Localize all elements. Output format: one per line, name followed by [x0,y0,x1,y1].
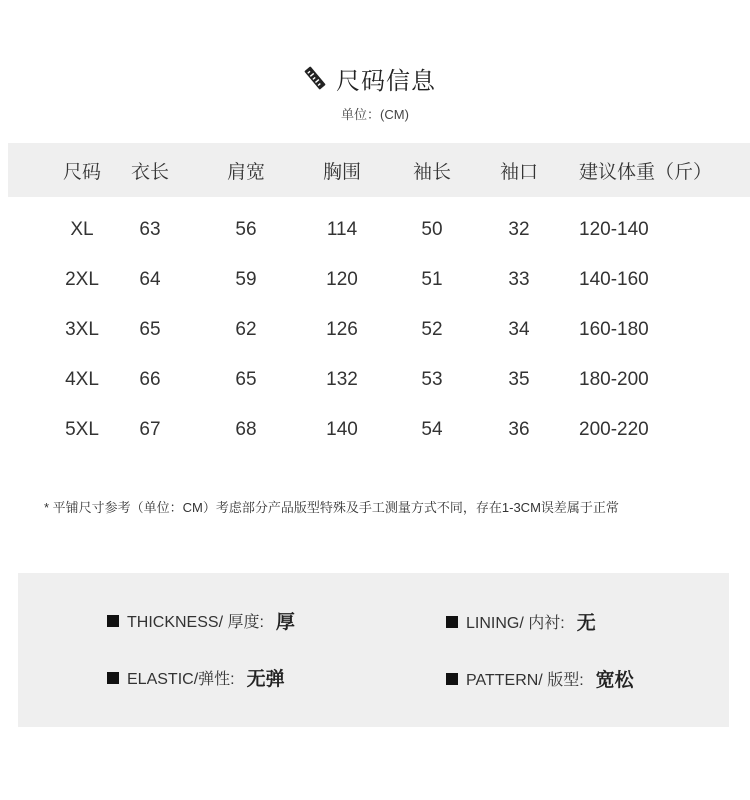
spec-label: PATTERN/ 版型: [466,672,584,689]
table-cell: 65 [235,369,257,390]
size-table [8,143,750,455]
spec-pattern [446,665,634,692]
spec-value: 无弹 [246,669,285,690]
table-cell: 5XL [65,419,99,440]
table-cell: 56 [235,219,257,240]
table-cell: 52 [421,319,443,340]
table-body [8,197,750,455]
table-row [8,255,750,305]
ruler-icon [302,65,328,91]
square-bullet-icon [107,615,119,627]
page-title: 尺码信息 [336,67,436,95]
header-cell: 胸围 [322,161,361,183]
title-bar [0,60,750,96]
table-cell: 59 [235,269,257,290]
table-cell: 33 [508,269,530,290]
table-cell: 114 [326,219,358,240]
table-cell: 140 [326,419,358,440]
spec-label: LINING/ 内衬: [466,615,565,632]
table-cell: 120 [326,269,358,290]
spec-lining [446,608,596,635]
table-cell: 35 [508,369,530,390]
table-cell: 132 [326,369,358,390]
table-row [8,305,750,355]
table-cell: 126 [326,319,358,340]
table-row [8,355,750,405]
table-cell: 140-160 [579,269,649,290]
table-cell: 120-140 [579,219,649,240]
header-cell: 尺码 [62,161,101,183]
table-cell: 50 [421,219,443,240]
spec-panel [18,573,729,727]
table-cell: 65 [139,319,161,340]
header-cell: 袖口 [499,161,538,183]
table-cell: 53 [421,369,443,390]
unit-label: 单位：(CM) [341,107,409,122]
spec-value: 厚 [275,612,295,633]
table-row [8,205,750,255]
spec-value: 宽松 [595,670,634,691]
square-bullet-icon [446,673,458,685]
header-cell: 袖长 [412,161,451,183]
table-cell: 4XL [65,369,99,390]
table-cell: 36 [508,419,530,440]
table-cell: 32 [508,219,530,240]
spec-label: ELASTIC/弹性: [127,671,235,688]
table-cell: 51 [421,269,443,290]
spec-value: 无 [576,613,596,634]
table-cell: 62 [235,319,257,340]
header-cell: 肩宽 [226,161,265,183]
table-cell: 64 [139,269,161,290]
table-cell: 160-180 [579,319,649,340]
spec-thickness [107,607,295,634]
table-cell: 180-200 [579,369,649,390]
spec-label: THICKNESS/ 厚度: [127,614,264,631]
header-cell: 建议体重（斤） [579,161,713,183]
table-cell: 200-220 [579,419,649,440]
table-cell: 3XL [65,319,99,340]
table-cell: 54 [421,419,443,440]
table-header [8,143,750,197]
table-cell: 63 [139,219,161,240]
square-bullet-icon [446,616,458,628]
table-cell: 67 [139,419,161,440]
measurement-note: * 平铺尺寸参考（单位：CM）考虑部分产品版型特殊及手工测量方式不同，存在1-3CM误差属于正常 [44,500,619,515]
table-cell: 34 [508,319,530,340]
table-cell: 66 [139,369,161,390]
table-cell: 68 [235,419,257,440]
spec-elastic [107,664,285,691]
header-cell: 衣长 [130,161,169,183]
table-cell: 2XL [65,269,99,290]
table-cell: XL [70,219,94,240]
square-bullet-icon [107,672,119,684]
table-row [8,405,750,455]
